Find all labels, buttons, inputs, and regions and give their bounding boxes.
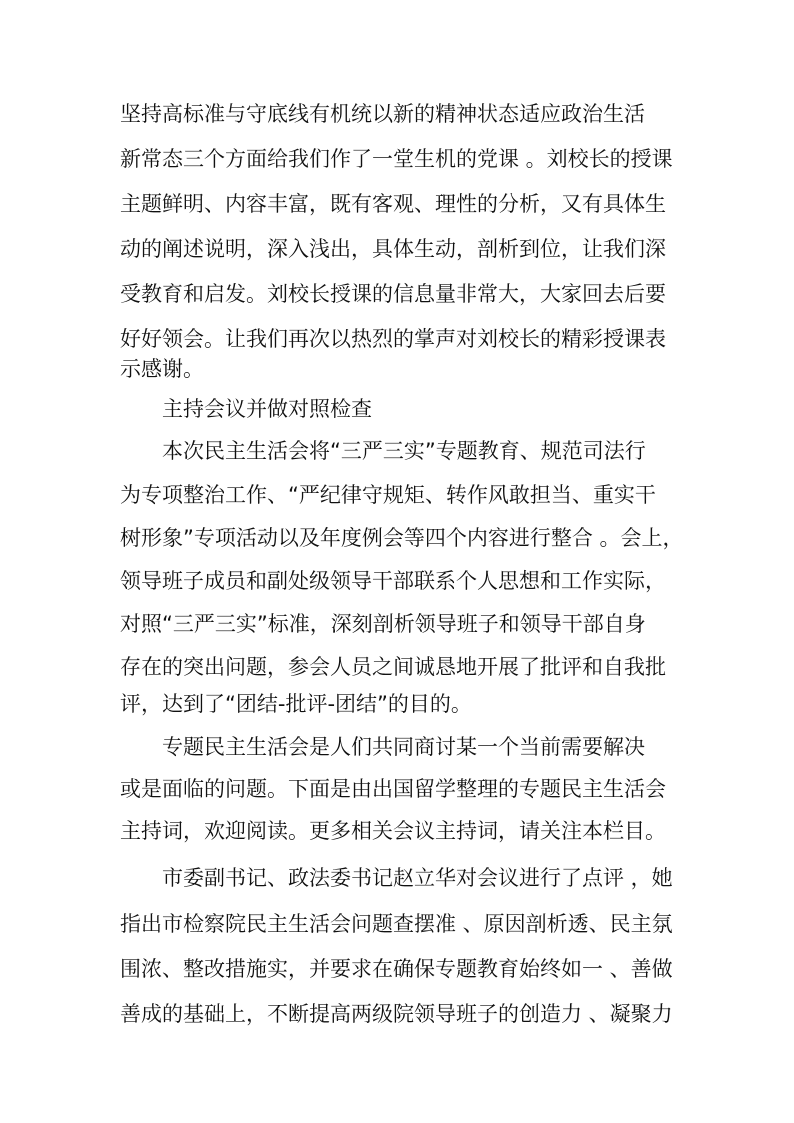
text-line: 存在的突出问题，参会人员之间诚恳地开展了批评和自我批 [120,655,666,679]
text-line: 主持词，欢迎阅读。更多相关会议主持词，请关注本栏目。 [120,819,666,843]
text-line: 动的阐述说明，深入浅出，具体生动，剖析到位，让我们深 [120,237,666,261]
text-line: 本次民主生活会将“三严三实”专题教育、规范司法行 [162,439,646,463]
text-line: 好好领会。让我们再次以热烈的掌声对刘校长的精彩授课表 [120,327,666,351]
text-line: 评，达到了“团结-批评-团结”的目的。 [120,692,472,716]
text-line: 指出市检察院民主生活会问题查摆准 、原因剖析透、民主氛 [120,912,673,936]
text-line: 坚持高标准与守底线有机统以新的精神状态适应政治生活 [120,102,645,126]
text-line: 或是面临的问题。下面是由出国留学整理的专题民主生活会 [120,777,666,801]
text-line: 专题民主生活会是人们共同商讨某一个当前需要解决 [162,735,645,759]
text-line: 受教育和启发。刘校长授课的信息量非常大，大家回去后要 [120,282,666,306]
text-line: 对照“三严三实”标准，深刻剖析领导班子和领导干部自身 [120,612,646,636]
section-heading: 主持会议并做对照检查 [162,397,372,421]
text-line: 围浓、整改措施实，并要求在确保专题教育始终如一 、善做 [120,957,673,981]
text-line: 树形象”专项活动以及年度例会等四个内容进行整合 。会上， [120,526,684,550]
text-line: 善成的基础上，不断提高两级院领导班子的创造力 、凝聚力 [120,1002,673,1026]
text-line: 新常态三个方面给我们作了一堂生机的党课 。刘校长的授课 [120,147,673,171]
text-line: 领导班子成员和副处级领导干部联系个人思想和工作实际， [120,569,666,593]
text-line: 为专项整治工作、“严纪律守规矩、转作风敢担当、重实干 [120,483,656,507]
text-line: 市委副书记、政法委书记赵立华对会议进行了点评 ，她 [162,866,673,890]
text-line: 示感谢。 [120,357,204,381]
text-line: 主题鲜明、内容丰富，既有客观、理性的分析，又有具体生 [120,192,666,216]
